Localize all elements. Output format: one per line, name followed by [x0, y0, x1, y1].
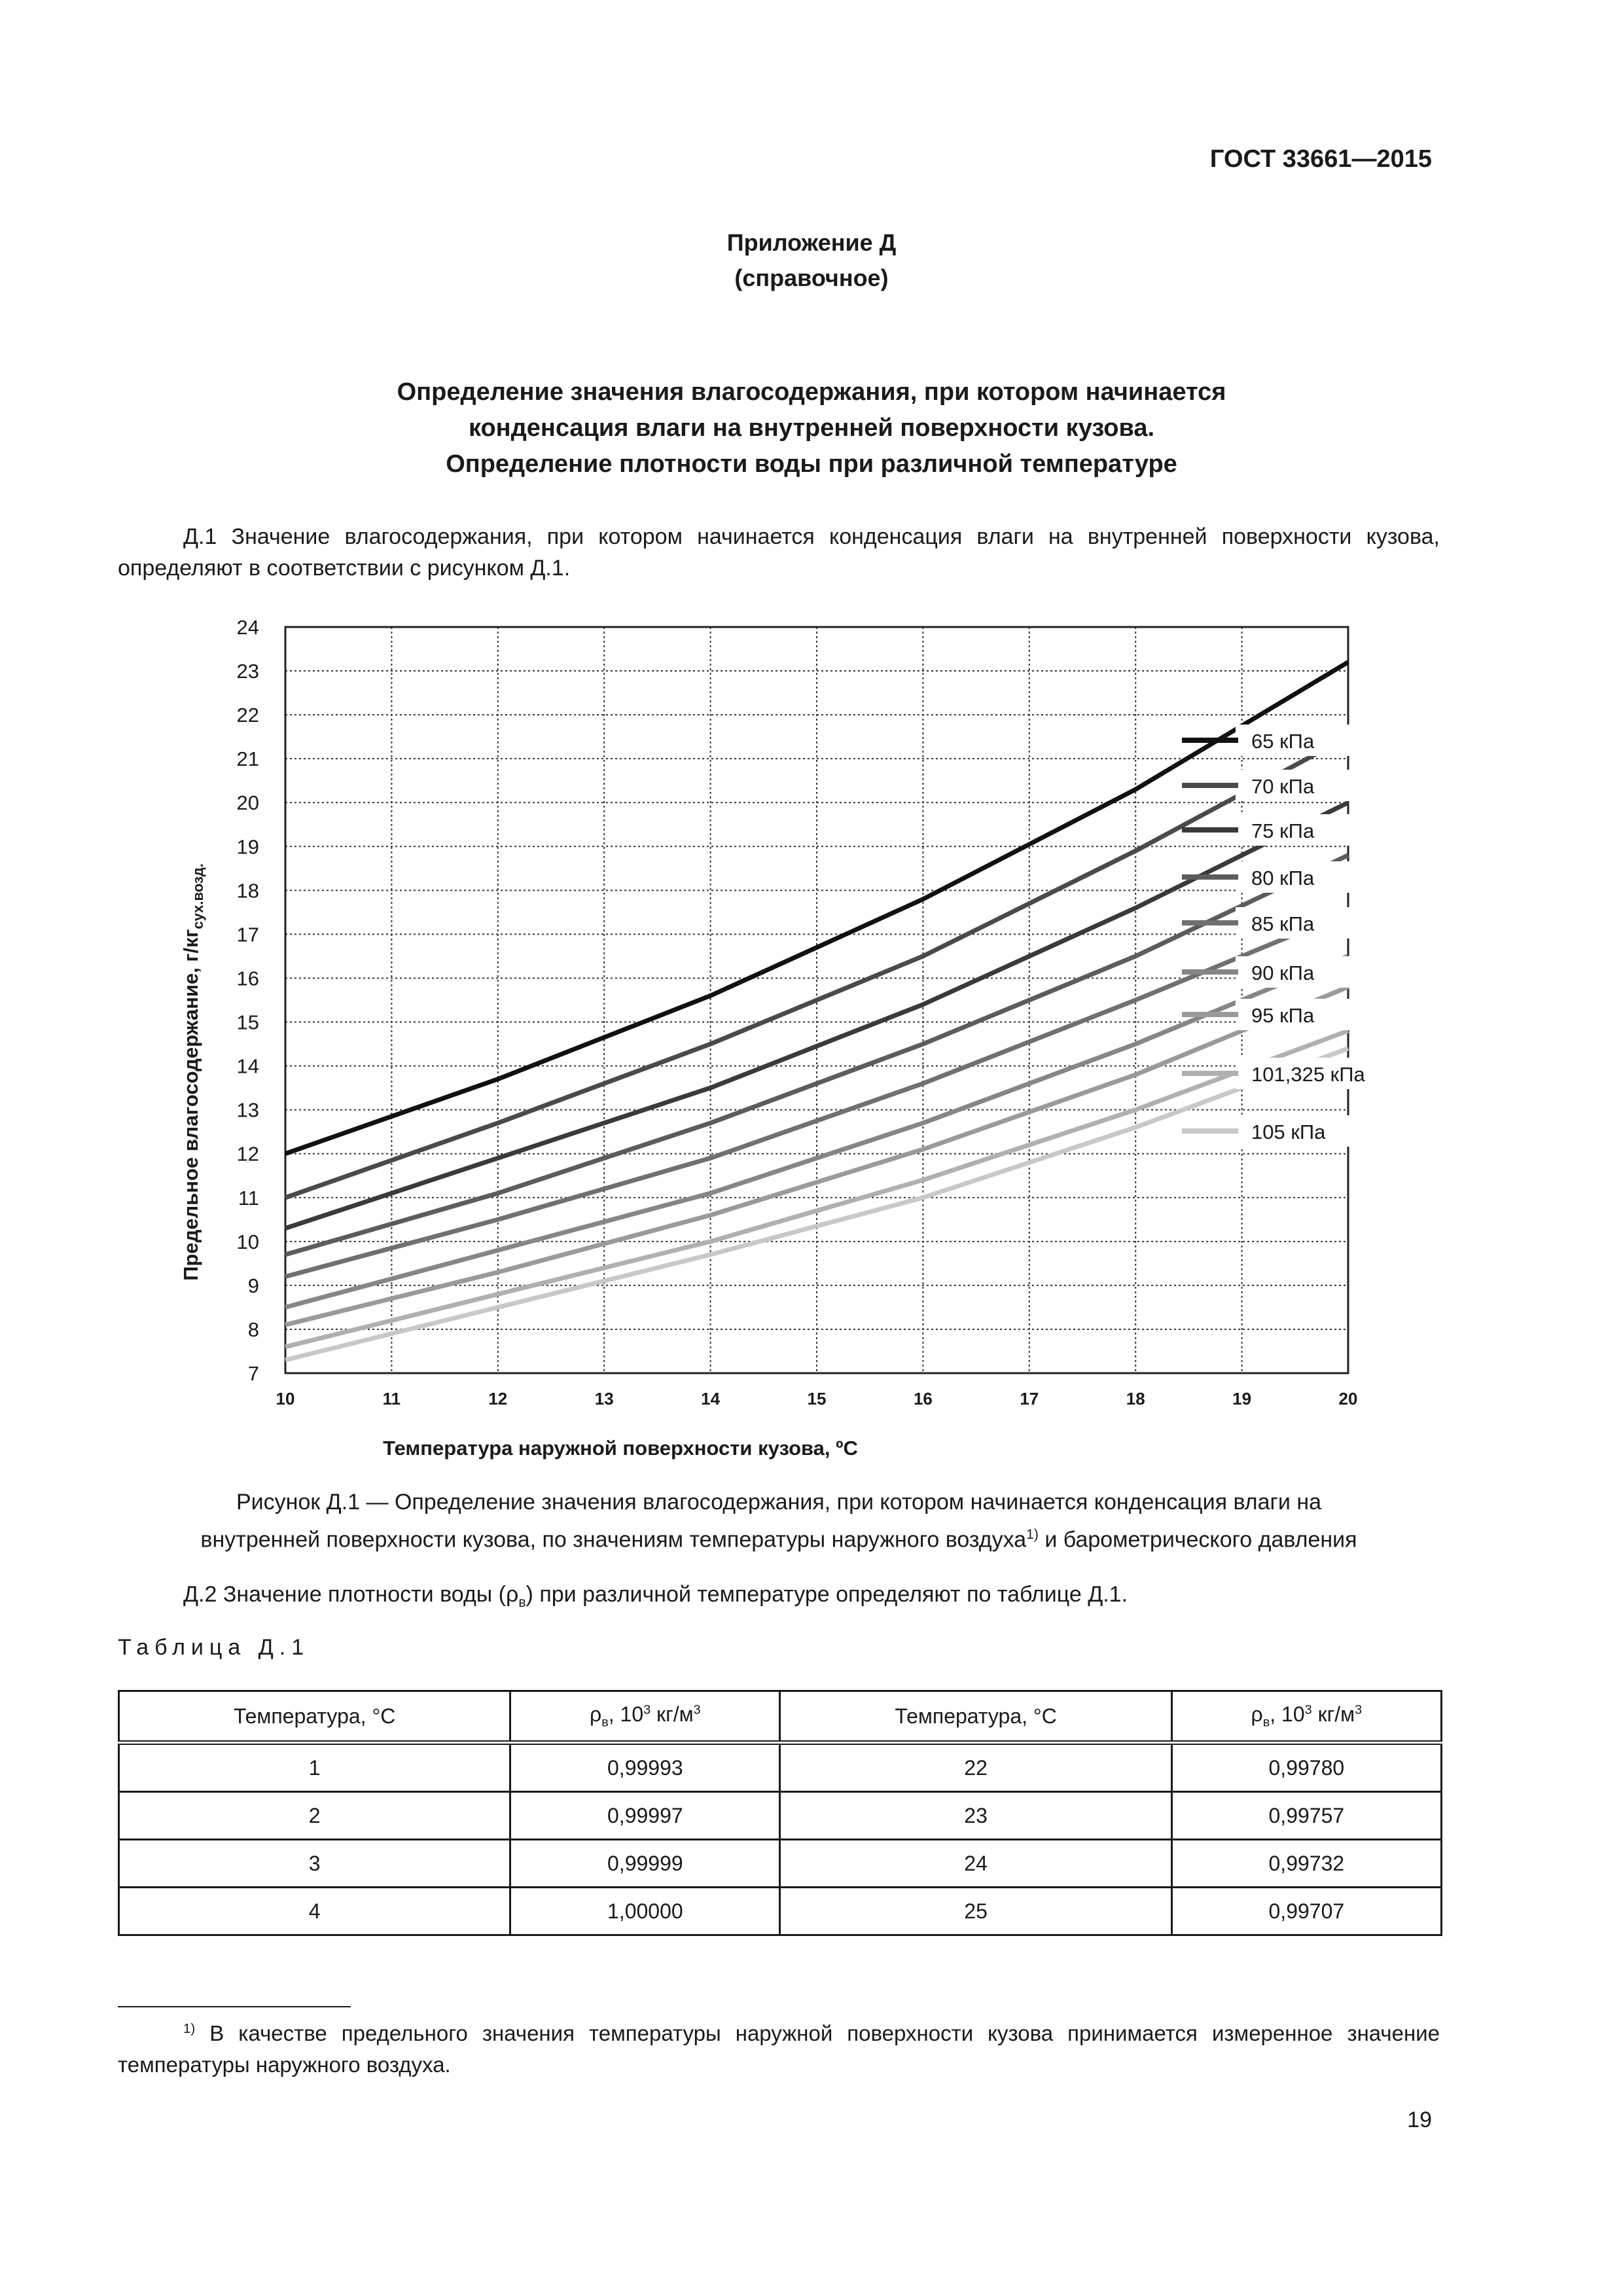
paragraph-d2 — [118, 1579, 1440, 1619]
unit-exponent: 3 — [1304, 1702, 1312, 1717]
rho-subscript: в — [601, 1715, 609, 1730]
unit-exponent: 3 — [693, 1702, 701, 1717]
legend-label: 85 кПа — [1251, 912, 1315, 935]
rho-symbol: ρ — [1251, 1702, 1263, 1726]
footnote-divider — [118, 2006, 351, 2007]
y-tick-label: 19 — [236, 835, 259, 859]
y-tick-label: 11 — [238, 1186, 259, 1210]
y-tick-label: 12 — [236, 1142, 259, 1166]
y-tick-label: 20 — [236, 791, 259, 815]
y-tick-label: 7 — [247, 1362, 259, 1385]
unit-exponent: 3 — [643, 1702, 651, 1717]
table-cell: 0,99757 — [1171, 1792, 1441, 1840]
legend-label: 90 кПа — [1251, 961, 1315, 984]
rho-subscript: в — [518, 1594, 526, 1610]
table-cell: 23 — [780, 1792, 1171, 1840]
y-tick-label: 14 — [236, 1054, 259, 1078]
y-tick-label: 22 — [236, 704, 259, 727]
x-tick-label: 16 — [913, 1389, 933, 1408]
legend-label: 80 кПа — [1251, 867, 1315, 889]
y-tick-label: 9 — [247, 1274, 259, 1297]
rho-symbol: ρ — [506, 1582, 519, 1607]
table-row — [119, 1743, 1442, 1792]
x-tick-label: 20 — [1338, 1389, 1358, 1408]
y-tick-label: 17 — [236, 923, 259, 946]
unit-text: кг/м — [651, 1702, 694, 1726]
x-tick-label: 10 — [276, 1389, 295, 1408]
annex-title: Приложение Д — [726, 229, 897, 256]
table-row — [119, 1840, 1442, 1888]
page-number: 19 — [1407, 2108, 1432, 2132]
table-cell: 0,99732 — [1171, 1840, 1441, 1888]
y-tick-label: 18 — [236, 879, 259, 903]
y-tick-label: 15 — [236, 1011, 259, 1034]
x-tick-label: 14 — [701, 1389, 721, 1408]
table-cell: 4 — [119, 1888, 510, 1935]
table-cell: 3 — [119, 1840, 510, 1888]
footnote-ref: 1) — [1026, 1527, 1039, 1542]
footnote-text: В качестве предельного значения температуры наружной поверхности кузова принимается измеренное значение температуры наружного воздуха. — [118, 2021, 1440, 2077]
table-label: Таблица Д.1 — [118, 1635, 310, 1660]
table-cell: 1,00000 — [510, 1888, 780, 1935]
section-title — [0, 374, 1623, 482]
y-tick-label: 24 — [236, 616, 259, 639]
figure-caption — [118, 1486, 1440, 1556]
y-axis-title-main: Предельное влагосодержание, г/кг — [179, 929, 202, 1281]
table-cell: 0,99993 — [510, 1743, 780, 1792]
section-title-line: Определение значения влагосодержания, при котором начинается — [397, 378, 1226, 406]
table-cell: 24 — [780, 1840, 1171, 1888]
legend-label: 105 кПа — [1251, 1121, 1326, 1143]
series-line — [285, 1031, 1348, 1347]
x-tick-label: 17 — [1020, 1389, 1039, 1408]
table-row — [119, 1792, 1442, 1840]
table-cell: 0,99999 — [510, 1840, 780, 1888]
table-cell: 2 — [119, 1792, 510, 1840]
x-tick-label: 11 — [382, 1389, 401, 1408]
caption-text: и барометрического давления — [1038, 1527, 1357, 1552]
table-cell: 0,99997 — [510, 1792, 780, 1840]
para2-text: ) при различной температуре определяют по таблице Д.1. — [526, 1582, 1128, 1607]
y-tick-label: 21 — [236, 747, 259, 771]
caption-text: внутренней поверхности кузова, по значениям температуры наружного воздуха — [200, 1527, 1027, 1552]
x-tick-label: 13 — [594, 1389, 614, 1408]
unit-exponent: 3 — [1355, 1702, 1363, 1717]
table-cell: 0,99707 — [1171, 1888, 1441, 1935]
figure-caption-line: Рисунок Д.1 — Определение значения влагосодержания, при котором начинается конденсация влаги на — [236, 1490, 1321, 1515]
section-title-line: Определение плотности воды при различной температуре — [446, 450, 1177, 478]
header-density — [510, 1691, 780, 1743]
header-temperature: Температура, °С — [119, 1691, 510, 1743]
section-title-line: конденсация влаги на внутренней поверхности кузова. — [468, 414, 1155, 442]
legend-label: 101,325 кПа — [1251, 1063, 1365, 1086]
annex-subtitle: (справочное) — [734, 264, 889, 291]
standard-code: ГОСТ 33661—2015 — [1209, 145, 1432, 173]
header-density — [1171, 1691, 1441, 1743]
para2-text: Д.2 Значение плотности воды ( — [183, 1582, 506, 1607]
paragraph-d1: Д.1 Значение влагосодержания, при котором начинается конденсация влаги на внутренней поверхности кузова, определяют в соответствии с рисунком Д.1. — [118, 524, 1440, 581]
chart-legend — [1182, 725, 1432, 1147]
water-density-table — [118, 1690, 1442, 1936]
x-axis-title: Температура наружной поверхности кузова, ºС — [383, 1437, 858, 1460]
header-temperature: Температура, °С — [780, 1691, 1171, 1743]
rho-subscript: в — [1262, 1715, 1270, 1730]
table-cell: 22 — [780, 1743, 1171, 1792]
legend-label: 75 кПа — [1251, 819, 1315, 842]
moisture-chart — [157, 609, 1440, 1479]
table-header-row — [119, 1691, 1442, 1743]
footnote — [118, 2013, 1440, 2081]
table-cell: 1 — [119, 1743, 510, 1792]
figure-caption-line — [118, 1518, 1440, 1556]
y-tick-label: 23 — [236, 660, 259, 683]
annex-heading — [0, 225, 1623, 296]
unit-text: , 10 — [608, 1702, 644, 1726]
y-tick-label: 16 — [236, 967, 259, 990]
y-axis-title-sub: сух.возд. — [190, 863, 206, 929]
legend-label: 95 кПа — [1251, 1004, 1315, 1027]
y-tick-label: 13 — [236, 1098, 259, 1122]
x-tick-label: 15 — [807, 1389, 827, 1408]
table-cell: 25 — [780, 1888, 1171, 1935]
legend-label: 70 кПа — [1251, 775, 1315, 798]
x-tick-label: 18 — [1126, 1389, 1145, 1408]
unit-text: , 10 — [1270, 1702, 1305, 1726]
table-cell: 0,99780 — [1171, 1743, 1441, 1792]
x-tick-label: 19 — [1232, 1389, 1252, 1408]
footnote-mark: 1) — [183, 2021, 196, 2036]
unit-text: кг/м — [1311, 1702, 1355, 1726]
rho-symbol: ρ — [590, 1702, 602, 1726]
y-tick-label: 10 — [236, 1230, 259, 1253]
table-row — [119, 1888, 1442, 1935]
y-axis-title — [179, 863, 206, 1281]
legend-label: 65 кПа — [1251, 730, 1315, 753]
x-tick-label: 12 — [488, 1389, 508, 1408]
y-tick-label: 8 — [247, 1318, 259, 1341]
